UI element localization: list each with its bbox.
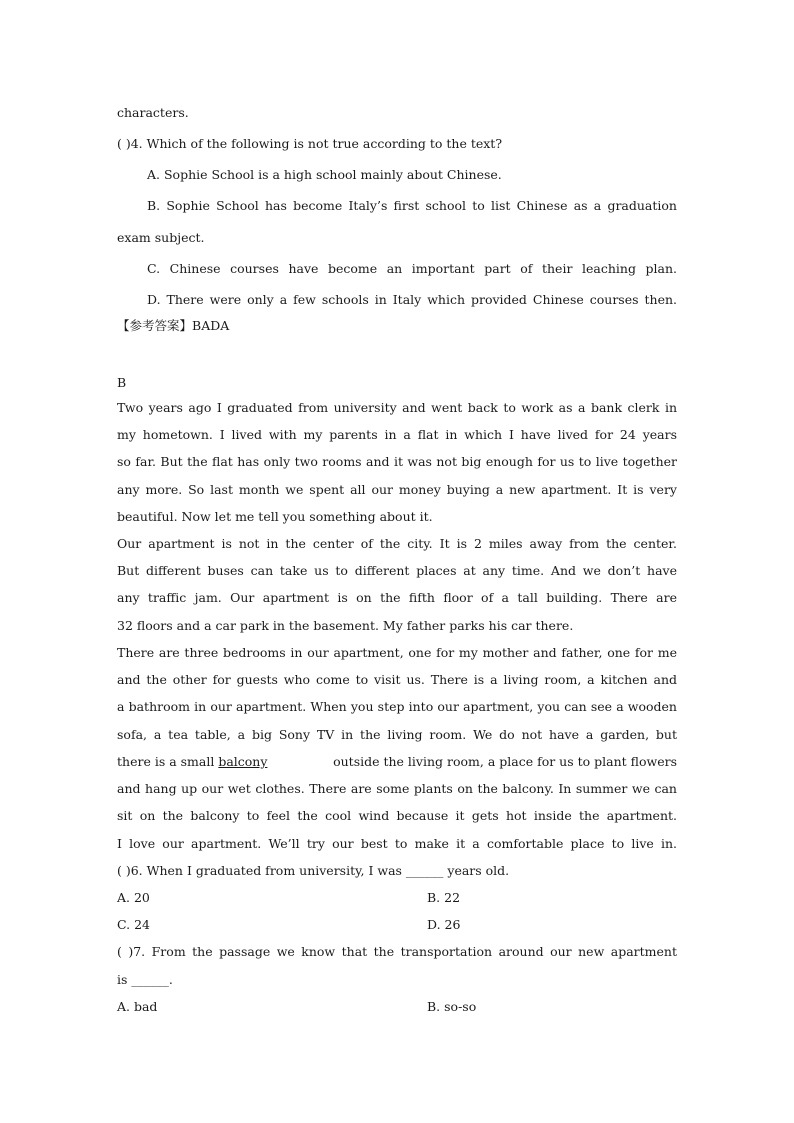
question-7-stem: ( )7. From the passage we know that the transportation around our new apartment [117, 944, 677, 959]
text-segment: there is a small [117, 754, 219, 769]
paragraph-line: a bathroom in our apartment. When you step into our apartment, you can see a wooden [117, 699, 677, 714]
paragraph-line: Our apartment is not in the center of the city. It is 2 miles away from the center. [117, 536, 677, 551]
paragraph-line: Two years ago I graduated from university and went back to work as a bank clerk in [117, 400, 677, 415]
paragraph-line: But different buses can take us to different places at any time. And we don’t have [117, 563, 677, 578]
section-heading: B [117, 375, 127, 390]
question-6-option-b: B. 22 [427, 890, 461, 905]
paragraph-line [117, 754, 677, 770]
question-4-option-c: C. Chinese courses have become an important part of their leaching plan. [147, 261, 677, 276]
question-7-option-a: A. bad [117, 999, 158, 1014]
question-6-stem: ( )6. When I graduated from university, I was ______ years old. [117, 863, 510, 878]
answer-line [117, 318, 677, 334]
paragraph-line: I love our apartment. We’ll try our best to make it a comfortable place to live in. [117, 836, 677, 851]
paragraph-line: There are three bedrooms in our apartment, one for my mother and father, one for me [117, 645, 677, 660]
text-continuation: characters. [117, 105, 189, 120]
question-4-option-a: A. Sophie School is a high school mainly about Chinese. [147, 167, 502, 182]
answer-value: BADA [192, 318, 230, 333]
paragraph-line: any more. So last month we spent all our money buying a new apartment. It is very [117, 482, 677, 497]
answer-label: 【参考答案】 [117, 318, 193, 333]
paragraph-line: so far. But the flat has only two rooms and it was not big enough for us to live together [117, 454, 677, 469]
paragraph-line: and the other for guests who come to visit us. There is a living room, a kitchen and [117, 672, 677, 687]
question-6-option-c: C. 24 [117, 917, 150, 932]
paragraph-line: my hometown. I lived with my parents in a flat in which I have lived for 24 years [117, 427, 677, 442]
question-4-option-b: B. Sophie School has become Italy’s first school to list Chinese as a graduation [147, 198, 677, 213]
paragraph-line: beautiful. Now let me tell you something about it. [117, 509, 433, 524]
question-4-option-b-cont: exam subject. [117, 230, 205, 245]
question-6-option-d: D. 26 [427, 917, 461, 932]
paragraph-line: sofa, a tea table, a big Sony TV in the living room. We do not have a garden, but [117, 727, 677, 742]
question-4-stem: ( )4. Which of the following is not true according to the text? [117, 136, 503, 151]
paragraph-line: and hang up our wet clothes. There are some plants on the balcony. In summer we can [117, 781, 677, 796]
question-7-option-b: B. so-so [427, 999, 477, 1014]
paragraph-line: any traffic jam. Our apartment is on the fifth floor of a tall building. There are [117, 590, 677, 605]
question-7-stem-cont: is ______. [117, 972, 173, 987]
paragraph-line: 32 floors and a car park in the basement. My father parks his car there. [117, 618, 574, 633]
text-segment: outside the living room, a place for us to plant flowers [329, 754, 677, 769]
paragraph-line: sit on the balcony to feel the cool wind because it gets hot inside the apartment. [117, 808, 677, 823]
underlined-word: balcony [218, 754, 268, 769]
question-4-option-d: D. There were only a few schools in Italy which provided Chinese courses then. [147, 292, 677, 307]
question-6-option-a: A. 20 [117, 890, 150, 905]
